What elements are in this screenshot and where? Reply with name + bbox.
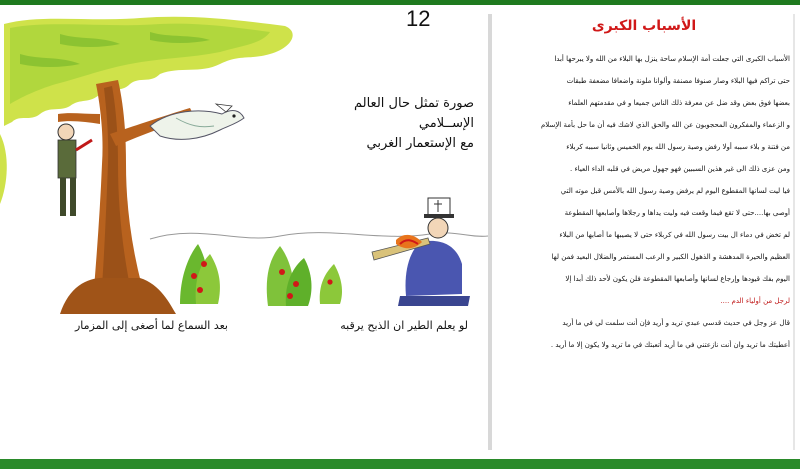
body-line: و الزعماء والمفكرون المحجوبون عن الله والحق الذي لاشك فيه أن ما حل بأمة الإسلام: [540, 121, 790, 129]
body-line: بعضها فوق بعض وقد ضل عن معرفة ذلك الناس جميعا و في مقدمتهم العلماء: [568, 99, 790, 107]
body-line: فيا ليت لسانها المقطوع اليوم لم يرفض وصية رسول الله بالأمس قبل موته التي: [560, 187, 790, 195]
page-number: 12: [406, 6, 431, 31]
body-line: العظيم والحيرة المدهشة و الذهول الكبير و الرعب المستمر والضلال البعيد فمن لها: [551, 253, 790, 261]
caption-line: الإســلامي: [418, 116, 474, 131]
bottom-border: [0, 459, 800, 469]
page-divider: [488, 14, 492, 450]
hanging-figure: [58, 124, 92, 216]
body-line: أوصى بها....حتى لا تقع فيما وقعت فيه وليت يداها و رجلاها وأصابعها المقطوعة: [564, 209, 790, 217]
body-line: أعطيتك ما تريد وان أنت نازعتني في ما أريد أتعبتك في ما تريد ولا يكون إلا ما أريد .: [550, 341, 790, 349]
page-title: الأسباب الكبرى: [591, 18, 697, 34]
piper-figure: [372, 198, 470, 306]
body-line: حتى تراكم فيها البلاء وصار صنوفا مصنفة وألوانا ملونة واضعافا مضعفة طبقات: [566, 77, 790, 85]
tree-canopy: [0, 17, 293, 204]
verse-second-hemistich: بعد السماع لما أصغى إلى المزمار: [74, 319, 228, 332]
illustration: [0, 14, 490, 314]
body-line-highlight: لرجل من أولياء الدم ....: [720, 297, 790, 305]
body-line: من فتنة و بلاء سببه أولا رفض وصية رسول الله يوم الخميس وثانيا سببه كربلاء: [566, 143, 790, 151]
caption-line: مع الإستعمار الغربي: [366, 136, 474, 151]
verse-first-hemistich: لو يعلم الطير ان الذبح يرقبه: [340, 319, 468, 332]
illustration-caption: [282, 94, 474, 154]
body-line: الأسباب الكبرى التي جعلت أمة الإسلام ساحة ينزل بها البلاء من الله ولا يبرحها أبدا: [554, 55, 790, 63]
body-line: ومن عزى ذلك الى غير هذين السببين فهو جهول مريض في قلبه الداء العياء .: [570, 165, 790, 173]
page-edge: [793, 14, 795, 450]
right-page: [496, 14, 792, 454]
body-line: قال عز وجل في حديث قدسي عبدي تريد و أريد فإن أنت سلمت لي في ما أريد: [562, 319, 790, 327]
body-line: اليوم بفك قيودها وإرجاع لسانها وأصابعها المقطوعة فلن يكون لأحد ذلك أبدا إلا: [565, 275, 790, 283]
article-body: [500, 54, 790, 362]
bird: [150, 104, 244, 139]
caption-line: صورة تمثل حال العالم: [353, 96, 474, 111]
top-border: [0, 0, 800, 5]
body-line: لم تخض في دماء ال بيت رسول الله في كربلاء حتى لا يصيبها ما أصابها من البلاء: [559, 231, 790, 239]
bushes: [180, 244, 342, 306]
